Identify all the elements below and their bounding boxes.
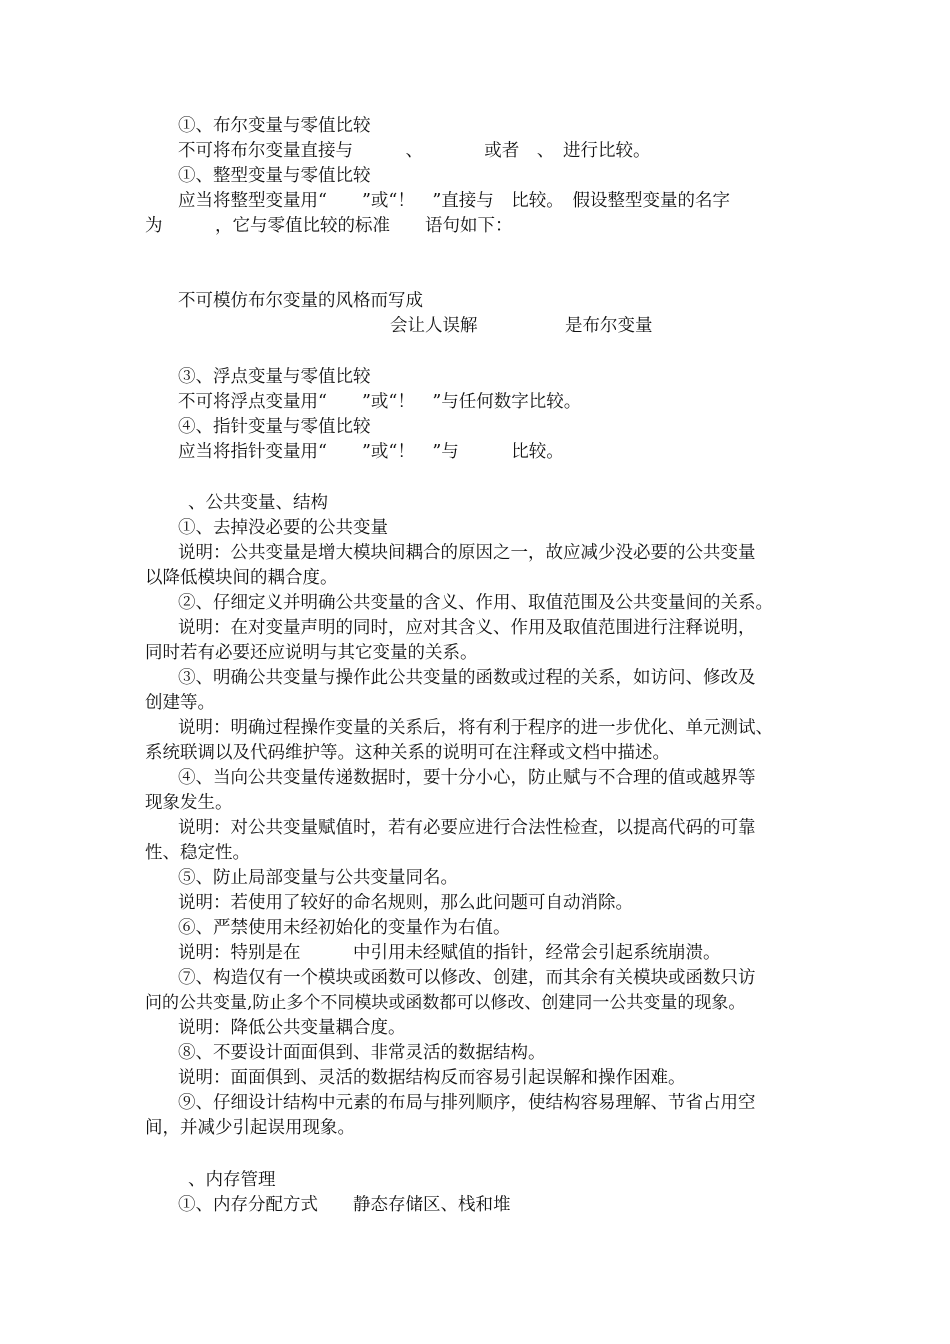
list-item: 说明：面面俱到、灵活的数据结构反而容易引起误解和操作困难。: [178, 1068, 686, 1088]
bool-rule: 不可将布尔变量直接与 、 或者 、 进行比较。: [178, 141, 651, 161]
section-title-public: 、公共变量、结构: [188, 493, 328, 513]
list-item: 说明：降低公共变量耦合度。: [178, 1018, 406, 1038]
list-item: 以降低模块间的耦合度。: [145, 568, 338, 588]
list-item: 性、稳定性。: [145, 843, 250, 863]
list-item: ⑧、不要设计面面俱到、非常灵活的数据结构。: [178, 1043, 546, 1063]
int-rule-line1: 应当将整型变量用“ ”或“！ ”直接与 比较。 假设整型变量的名字: [178, 191, 731, 211]
list-item: ⑨、仔细设计结构中元素的布局与排列顺序，使结构容易理解、节省占用空: [178, 1093, 756, 1113]
pointer-rule: 应当将指针变量用“ ”或“！ ”与 比较。: [178, 442, 564, 462]
list-item: 说明：明确过程操作变量的关系后，将有利于程序的进一步优化、单元测试、: [178, 718, 773, 738]
list-item: 说明：公共变量是增大模块间耦合的原因之一，故应减少没必要的公共变量: [178, 543, 756, 563]
pointer-heading: ④、指针变量与零值比较: [178, 417, 371, 437]
misread-text: 会让人误解 是布尔变量: [390, 316, 653, 336]
int-heading: ①、整型变量与零值比较: [178, 166, 371, 186]
list-item: 问的公共变量,防止多个不同模块或函数都可以修改、创建同一公共变量的现象。: [145, 993, 746, 1013]
list-item: ⑥、严禁使用未经初始化的变量作为右值。: [178, 918, 511, 938]
list-item: ③、明确公共变量与操作此公共变量的函数或过程的关系，如访问、修改及: [178, 668, 756, 688]
list-item: 说明：在对变量声明的同时，应对其含义、作用及取值范围进行注释说明，: [178, 618, 756, 638]
list-item: ②、仔细定义并明确公共变量的含义、作用、取值范围及公共变量间的关系。: [178, 593, 773, 613]
list-item: 说明：特别是在 中引用未经赋值的指针，经常会引起系统崩溃。: [178, 943, 721, 963]
bool-heading: ①、布尔变量与零值比较: [178, 116, 371, 136]
list-item: 说明：对公共变量赋值时，若有必要应进行合法性检查，以提高代码的可靠: [178, 818, 756, 838]
float-heading: ③、浮点变量与零值比较: [178, 367, 371, 387]
list-item: 现象发生。: [145, 793, 233, 813]
list-item: 同时若有必要还应说明与其它变量的关系。: [145, 643, 478, 663]
list-item: 创建等。: [145, 693, 215, 713]
list-item: ⑤、防止局部变量与公共变量同名。: [178, 868, 458, 888]
memory-item-1: ①、内存分配方式 静态存储区、栈和堆: [178, 1195, 511, 1215]
float-rule: 不可将浮点变量用“ ”或“！ ”与任何数字比较。: [178, 392, 582, 412]
list-item: ⑦、构造仅有一个模块或函数可以修改、创建，而其余有关模块或函数只访: [178, 968, 756, 988]
list-item: 系统联调以及代码维护等。这种关系的说明可在注释或文档中描述。: [145, 743, 670, 763]
list-item: ④、当向公共变量传递数据时，要十分小心，防止赋与不合理的值或越界等: [178, 768, 756, 788]
list-item: 间，并减少引起误用现象。: [145, 1118, 355, 1138]
list-item: 说明：若使用了较好的命名规则，那么此问题可自动消除。: [178, 893, 633, 913]
no-imitate-text: 不可模仿布尔变量的风格而写成: [178, 291, 423, 311]
section-title-memory: 、内存管理: [188, 1170, 276, 1190]
list-item: ①、去掉没必要的公共变量: [178, 518, 388, 538]
int-rule-line2: 为 ，它与零值比较的标准 语句如下：: [145, 216, 513, 236]
